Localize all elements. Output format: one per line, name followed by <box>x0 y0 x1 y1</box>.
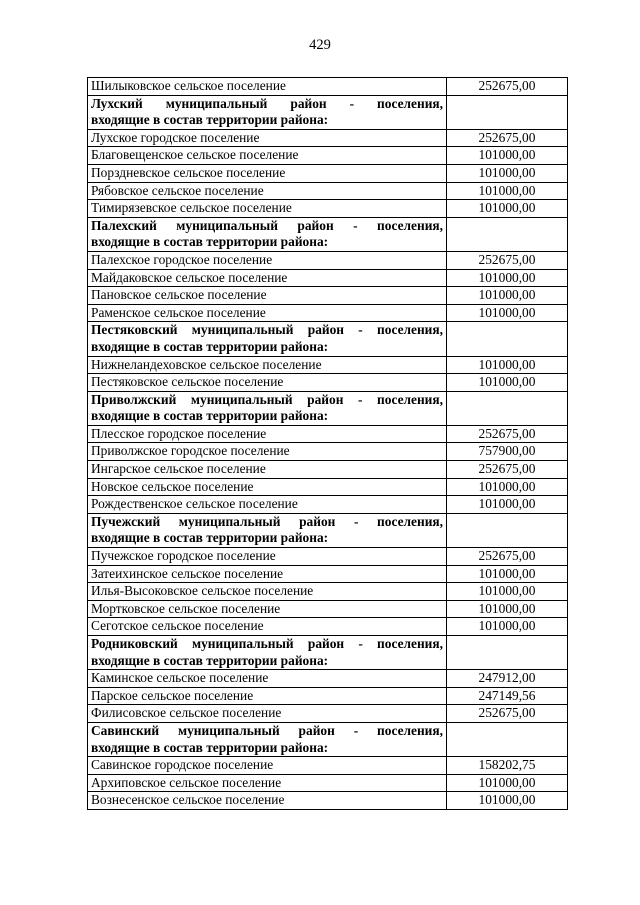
settlement-amount: 252675,00 <box>447 461 568 479</box>
district-header-row <box>88 636 568 670</box>
settlement-amount: 101000,00 <box>447 304 568 322</box>
settlement-name: Лухское городское поселение <box>88 129 447 147</box>
settlement-name: Савинское городское поселение <box>88 757 447 775</box>
settlement-name: Пучежское городское поселение <box>88 548 447 566</box>
settlement-name: Шилыковское сельское поселение <box>88 78 447 96</box>
settlement-row <box>88 287 568 305</box>
settlement-amount: 101000,00 <box>447 565 568 583</box>
settlement-name: Рябовское сельское поселение <box>88 182 447 200</box>
district-subtitle: входящие в состав территории района: <box>91 652 329 668</box>
settlement-row <box>88 478 568 496</box>
settlement-amount: 247912,00 <box>447 670 568 688</box>
settlement-amount: 252675,00 <box>447 425 568 443</box>
settlement-amount: 757900,00 <box>447 443 568 461</box>
settlement-row <box>88 461 568 479</box>
district-header-cell <box>88 722 447 756</box>
empty-amount-cell <box>447 391 568 425</box>
district-header-cell <box>88 636 447 670</box>
settlement-row <box>88 670 568 688</box>
settlement-amount: 101000,00 <box>447 164 568 182</box>
settlement-amount: 247149,56 <box>447 687 568 705</box>
district-header-row <box>88 722 568 756</box>
settlement-name: Порздневское сельское поселение <box>88 164 447 182</box>
district-header-row <box>88 391 568 425</box>
settlement-name: Илья-Высоковское сельское поселение <box>88 583 447 601</box>
settlement-name: Архиповское сельское поселение <box>88 774 447 792</box>
settlement-name: Вознесенское сельское поселение <box>88 792 447 810</box>
settlement-name: Благовещенское сельское поселение <box>88 147 447 165</box>
settlement-row <box>88 705 568 723</box>
settlement-row <box>88 78 568 96</box>
settlement-amount: 101000,00 <box>447 147 568 165</box>
settlement-amount: 101000,00 <box>447 600 568 618</box>
settlement-row <box>88 565 568 583</box>
settlement-amount: 252675,00 <box>447 129 568 147</box>
settlement-name: Рождественское сельское поселение <box>88 496 447 514</box>
settlement-row <box>88 269 568 287</box>
district-header-row <box>88 217 568 251</box>
settlement-row <box>88 443 568 461</box>
district-subtitle: входящие в состав территории района: <box>91 408 329 424</box>
district-header-cell <box>88 322 447 356</box>
district-header-cell <box>88 217 447 251</box>
empty-amount-cell <box>447 322 568 356</box>
settlement-amount: 101000,00 <box>447 200 568 218</box>
empty-amount-cell <box>447 217 568 251</box>
settlements-table <box>87 77 568 810</box>
settlement-row <box>88 687 568 705</box>
settlement-row <box>88 200 568 218</box>
settlement-row <box>88 600 568 618</box>
settlement-row <box>88 618 568 636</box>
settlement-amount: 101000,00 <box>447 792 568 810</box>
settlement-amount: 252675,00 <box>447 78 568 96</box>
settlement-row <box>88 496 568 514</box>
district-name: Палехский муниципальный район - поселения, <box>91 217 443 233</box>
district-name: Савинский муниципальный район - поселения, <box>91 722 443 738</box>
settlement-row <box>88 774 568 792</box>
district-header-row <box>88 322 568 356</box>
settlement-name: Палехское городское поселение <box>88 251 447 269</box>
district-name: Родниковский муниципальный район - поселения, <box>91 636 443 651</box>
settlement-row <box>88 425 568 443</box>
settlement-amount: 252675,00 <box>447 251 568 269</box>
settlement-amount: 101000,00 <box>447 583 568 601</box>
settlement-amount: 252675,00 <box>447 548 568 566</box>
settlement-name: Затеихинское сельское поселение <box>88 565 447 583</box>
district-name: Лухский муниципальный район - поселения, <box>91 95 443 111</box>
settlement-amount: 101000,00 <box>447 496 568 514</box>
empty-amount-cell <box>447 722 568 756</box>
settlement-name: Майдаковское сельское поселение <box>88 269 447 287</box>
settlement-name: Парское сельское поселение <box>88 687 447 705</box>
district-header-cell <box>88 513 447 547</box>
settlement-amount: 158202,75 <box>447 757 568 775</box>
district-header-row <box>88 95 568 129</box>
page-number: 429 <box>309 37 331 53</box>
settlement-row <box>88 251 568 269</box>
settlement-row <box>88 792 568 810</box>
settlement-name: Сеготское сельское поселение <box>88 618 447 636</box>
district-subtitle: входящие в состав территории района: <box>91 739 329 755</box>
district-name: Пестяковский муниципальный район - поселения, <box>91 322 443 338</box>
settlement-amount: 101000,00 <box>447 618 568 636</box>
settlement-amount: 101000,00 <box>447 774 568 792</box>
settlement-amount: 252675,00 <box>447 705 568 723</box>
settlement-row <box>88 548 568 566</box>
settlement-row <box>88 583 568 601</box>
settlement-name: Филисовское сельское поселение <box>88 705 447 723</box>
settlement-row <box>88 356 568 374</box>
settlement-row <box>88 304 568 322</box>
settlement-row <box>88 757 568 775</box>
settlement-name: Пестяковское сельское поселение <box>88 374 447 392</box>
settlement-row <box>88 129 568 147</box>
settlement-name: Ингарское сельское поселение <box>88 461 447 479</box>
settlement-name: Новское сельское поселение <box>88 478 447 496</box>
settlements-table-body <box>88 78 568 810</box>
settlement-amount: 101000,00 <box>447 269 568 287</box>
district-header-row <box>88 513 568 547</box>
settlement-name: Приволжское городское поселение <box>88 443 447 461</box>
settlement-amount: 101000,00 <box>447 374 568 392</box>
settlement-row <box>88 147 568 165</box>
settlement-amount: 101000,00 <box>447 478 568 496</box>
district-subtitle: входящие в состав территории района: <box>91 530 329 546</box>
district-header-cell <box>88 391 447 425</box>
district-subtitle: входящие в состав территории района: <box>91 112 329 128</box>
settlement-amount: 101000,00 <box>447 182 568 200</box>
settlement-amount: 101000,00 <box>447 356 568 374</box>
settlement-name: Нижнеландеховское сельское поселение <box>88 356 447 374</box>
settlement-name: Тимирязевское сельское поселение <box>88 200 447 218</box>
settlement-name: Раменское сельское поселение <box>88 304 447 322</box>
settlement-name: Каминское сельское поселение <box>88 670 447 688</box>
empty-amount-cell <box>447 636 568 670</box>
empty-amount-cell <box>447 513 568 547</box>
settlement-row <box>88 182 568 200</box>
district-name: Пучежский муниципальный район - поселения, <box>91 513 443 529</box>
settlement-amount: 101000,00 <box>447 287 568 305</box>
settlement-row <box>88 164 568 182</box>
district-subtitle: входящие в состав территории района: <box>91 338 329 354</box>
district-header-cell <box>88 95 447 129</box>
district-subtitle: входящие в состав территории района: <box>91 234 329 250</box>
settlement-row <box>88 374 568 392</box>
empty-amount-cell <box>447 95 568 129</box>
district-name: Приволжский муниципальный район - поселения, <box>91 391 443 407</box>
settlement-name: Пановское сельское поселение <box>88 287 447 305</box>
settlement-name: Плесское городское поселение <box>88 425 447 443</box>
settlement-name: Мортковское сельское поселение <box>88 600 447 618</box>
